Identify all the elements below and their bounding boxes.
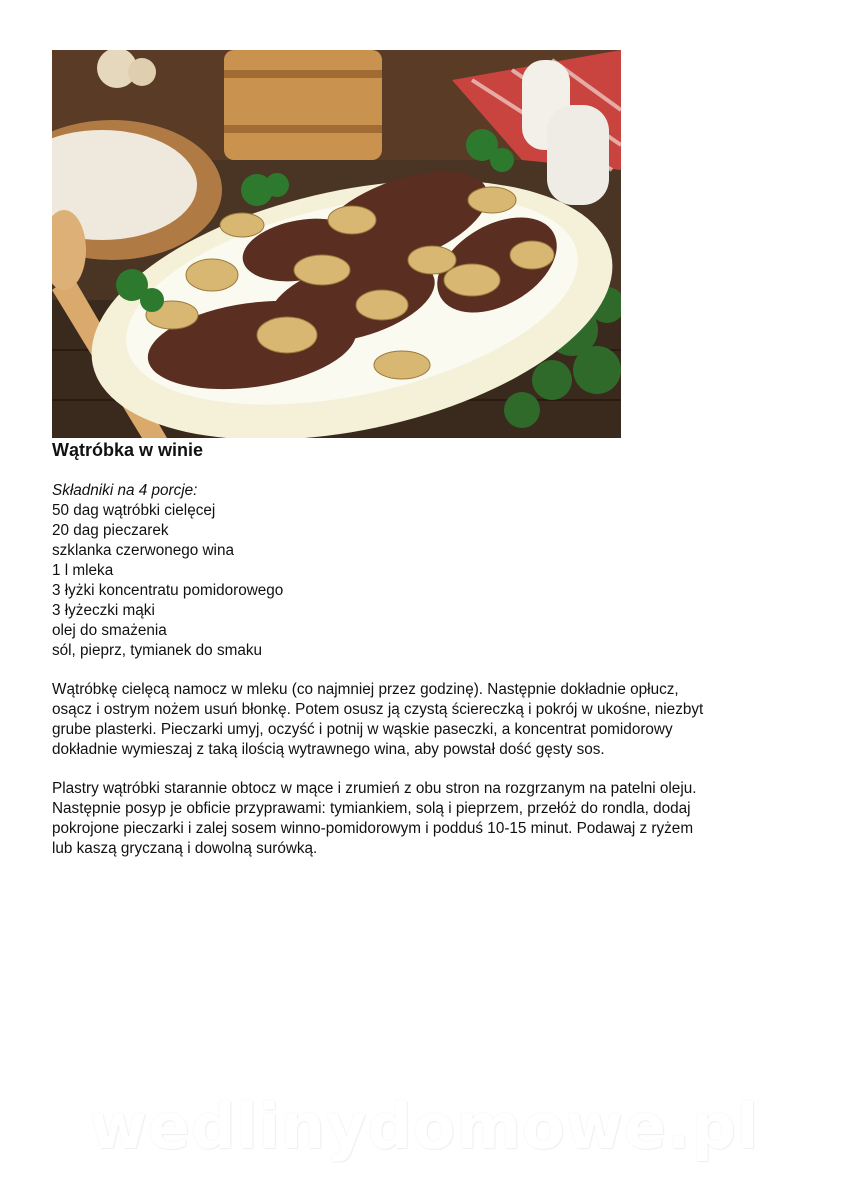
ingredient-item: sól, pieprz, tymianek do smaku bbox=[52, 642, 262, 659]
instructions-paragraph-1 bbox=[52, 680, 792, 760]
paragraph-line: lub kaszą gryczaną i dowolną surówką. bbox=[52, 840, 318, 857]
ingredients-list bbox=[52, 481, 283, 661]
ingredient-item: olej do smażenia bbox=[52, 622, 167, 639]
instructions-paragraph-2 bbox=[52, 779, 792, 859]
ingredient-item: 50 dag wątróbki cielęcej bbox=[52, 502, 216, 519]
paragraph-line: grube plasterki. Pieczarki umyj, oczyść i potnij w wąskie paseczki, a koncentrat pomidorowy bbox=[52, 721, 673, 738]
paragraph-line: dokładnie wymieszaj z taką ilością wytrawnego wina, aby powstał dość gęsty sos. bbox=[52, 741, 605, 758]
ingredient-item: szklanka czerwonego wina bbox=[52, 542, 234, 559]
ingredient-item: 1 l mleka bbox=[52, 562, 114, 579]
ingredient-item: 3 łyżeczki mąki bbox=[52, 602, 155, 619]
dish-photo bbox=[52, 50, 621, 438]
ingredient-item: 20 dag pieczarek bbox=[52, 522, 169, 539]
paragraph-line: pokrojone pieczarki i zalej sosem winno-pomidorowym i podduś 10-15 minut. Podawaj z ryżem bbox=[52, 820, 694, 837]
paragraph-line: osącz i ostrym nożem usuń błonkę. Potem osusz ją czystą ściereczką i pokrój w ukośne, niezbyt bbox=[52, 701, 704, 718]
recipe-title: Wątróbka w winie bbox=[52, 440, 204, 460]
ingredient-item: 3 łyżki koncentratu pomidorowego bbox=[52, 582, 284, 599]
paragraph-line: Wątróbkę cielęcą namocz w mleku (co najmniej przez godzinę). Następnie dokładnie opłucz, bbox=[52, 681, 679, 698]
site-watermark: wedlinydomowe.pl bbox=[89, 1090, 760, 1163]
paragraph-line: Następnie posyp je obficie przyprawami: tymiankiem, solą i pieprzem, przełóż do rondla, dodaj bbox=[52, 800, 691, 817]
ingredients-header: Składniki na 4 porcje: bbox=[52, 482, 198, 499]
paragraph-line: Plastry wątróbki starannie obtocz w mące i zrumień z obu stron na rozgrzanym na patelni oleju. bbox=[52, 780, 697, 797]
